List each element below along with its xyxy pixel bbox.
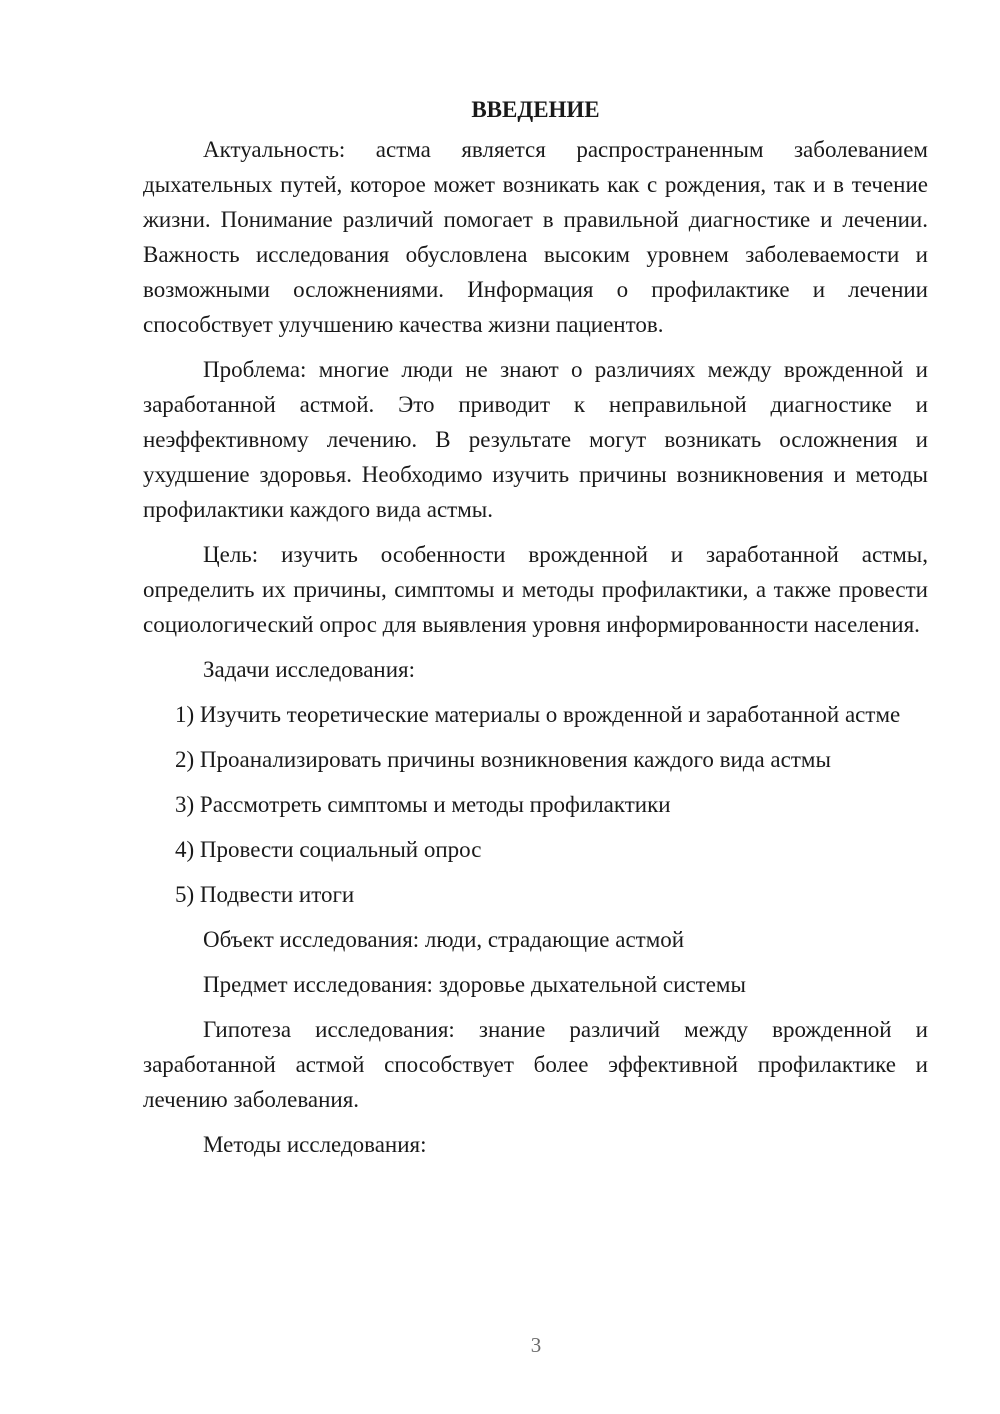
problem-paragraph: Проблема: многие люди не знают о различиях между врожденной и заработанной астмой. Это приводит к неправильной диагностике и неэффективному лечению. В результате могут возникать осложнения и ухудшение здоровья. Необходимо изучить причины возникновения и методы профилактики каждого вида астмы.: [143, 357, 928, 522]
methods-heading: Методы исследования:: [203, 1132, 427, 1157]
task-item: 2) Проанализировать причины возникновения каждого вида астмы: [175, 747, 831, 772]
document-body: [143, 92, 928, 1172]
hypothesis-paragraph: Гипотеза исследования: знание различий между врожденной и заработанной астмой способствует более эффективной профилактике и лечению заболевания.: [143, 1017, 928, 1112]
page-number: 3: [530, 1333, 542, 1357]
subject-paragraph: Предмет исследования: здоровье дыхательной системы: [203, 972, 746, 997]
tasks-heading: Задачи исследования:: [203, 657, 416, 682]
task-item: 4) Провести социальный опрос: [175, 837, 482, 862]
object-paragraph: Объект исследования: люди, страдающие астмой: [203, 927, 685, 952]
goal-paragraph: Цель: изучить особенности врожденной и заработанной астмы, определить их причины, симптомы и методы профилактики, а также провести социологический опрос для выявления уровня информированности населения.: [143, 542, 928, 637]
relevance-paragraph: Актуальность: астма является распространенным заболеванием дыхательных путей, которое может возникать как с рождения, так и в течение жизни. Понимание различий помогает в правильной диагностике и лечении. Важность исследования обусловлена высоким уровнем заболеваемости и возможными осложнениями. Информация о профилактике и лечении способствует улучшению качества жизни пациентов.: [143, 137, 928, 337]
task-item: 3) Рассмотреть симптомы и методы профилактики: [175, 792, 671, 817]
task-item: 1) Изучить теоретические материалы о врожденной и заработанной астме: [175, 702, 901, 727]
section-heading: ВВЕДЕНИЕ: [471, 97, 600, 122]
task-item: 5) Подвести итоги: [175, 882, 355, 907]
